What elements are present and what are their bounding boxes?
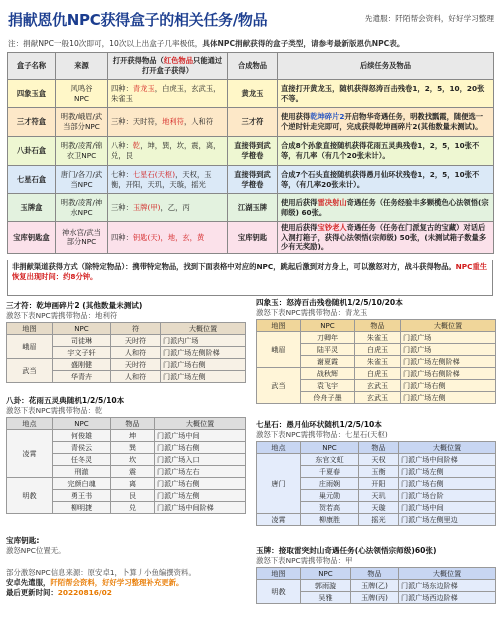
table-cell: 门派广场中间阶梯	[155, 502, 246, 514]
table-cell: 门派内广场	[161, 335, 246, 347]
box-source: 神水宫/武当部分NPC	[56, 222, 108, 254]
table-cell: 天权	[359, 454, 399, 466]
section-title: 三才符：乾坤画碎片2 (其他数量未测试)	[6, 301, 143, 310]
table-cell: 贺若高	[301, 502, 359, 514]
table-cell: 门派广场左右	[155, 466, 246, 478]
box-name: 玉牌盒	[8, 194, 56, 222]
box-table	[7, 52, 494, 254]
note-prefix: 注：捐献NPC一般10次即可，10次以上出盒子几率极低，	[8, 39, 203, 48]
box-name: 七星石盒	[8, 166, 56, 194]
section-sub: 激怒下表NPC需携带物品：甲	[256, 556, 353, 566]
table-cell: 天玑	[359, 490, 399, 502]
section-title: 玉牌：接取雷突封山奇遇任务(心法领悟宗师级)60张)	[256, 546, 437, 555]
table-footer-note	[7, 260, 493, 296]
text-span: 打开获得物品（	[112, 56, 164, 66]
box-synth: 直接得到武学橙卷	[228, 137, 278, 166]
box-source: 唐门/各刀/武当NPC	[56, 166, 108, 194]
col-header-follow: 后续任务及物品	[278, 53, 494, 80]
column-header: NPC	[301, 320, 355, 332]
box-items	[108, 80, 228, 108]
box-follow	[278, 194, 494, 222]
box-items	[108, 108, 228, 137]
text-span: 三种：	[111, 202, 133, 212]
box-items	[108, 194, 228, 222]
text-span: 阡陌帮会资料，好好学习整理补充更新。	[50, 577, 184, 587]
table-row	[8, 137, 494, 166]
text-span: 四种：	[111, 83, 133, 93]
table-cell: 玉牌(丙)	[351, 592, 399, 604]
table-cell: 门派广场西边阶梯	[399, 592, 496, 604]
table-cell: 完颜白魂	[53, 478, 111, 490]
table-cell: 门派广场中间	[399, 502, 496, 514]
table-cell: 门派广场	[401, 332, 496, 344]
section-sub: 激怒下表NPC需携带物品：青龙玉	[256, 308, 368, 318]
box-synth: 江湖玉牌	[228, 194, 278, 222]
table-row	[7, 418, 246, 430]
header	[0, 0, 500, 40]
column-header: 符	[111, 323, 161, 335]
table-row	[257, 580, 496, 592]
table-cell: 艮	[111, 490, 155, 502]
text-span: 使用后获得	[281, 223, 318, 232]
table-row	[7, 478, 246, 490]
table-cell: 明教	[257, 580, 301, 604]
section-key	[6, 536, 246, 556]
text-span: 七星石(天枢)	[132, 169, 176, 179]
table-cell: 门派广场右侧	[155, 478, 246, 490]
text-span: 玉牌(甲)	[132, 202, 161, 212]
text-span: 开启物华奇遇任务，明教找瓢霞，随便选一个逆时针走完即可，完成获得乾坤画碎片2(其他数量未测试)。	[281, 112, 484, 131]
column-header: 地点	[7, 418, 53, 430]
page-title: 捐献恩仇NPC获得盒子的相关任务/物品	[8, 11, 268, 29]
table-cell: 盛刚健	[53, 359, 111, 371]
column-header: NPC	[53, 418, 111, 430]
table-cell: 门派广场右侧	[399, 478, 496, 490]
box-follow: 合成8个孙象直接随机获得花雨五灵典残卷1，2，5，10张不等，有几率（有几个20张未计）。	[278, 137, 494, 166]
table-cell: 坤	[111, 430, 155, 442]
box-items	[108, 222, 228, 254]
box-source: 风鸣谷 NPC	[56, 80, 108, 108]
text-span: 乾	[132, 141, 141, 151]
column-header: 物品	[111, 418, 155, 430]
column-header: 地图	[257, 320, 301, 332]
table-cell: 巽	[111, 442, 155, 454]
table-cell: 刀卿年	[301, 332, 355, 344]
text-span: 最后更新时间：	[6, 587, 58, 597]
text-span: 四种：	[111, 232, 133, 242]
table-cell: 玉牌(乙)	[351, 580, 399, 592]
table-cell: 柳康胜	[301, 514, 359, 526]
text-span: 八种：	[111, 141, 133, 151]
table-cell: 刑澈	[53, 466, 111, 478]
table-cell: 白虎玉	[355, 344, 401, 356]
box-source: 明教/峨眉/武当部分NPC	[56, 108, 108, 137]
credit-line2	[6, 578, 246, 588]
table-cell: 吴雅	[301, 592, 351, 604]
table-cell: 朱雀玉	[355, 332, 401, 344]
column-header: 大概位置	[399, 568, 496, 580]
table-cell: 门派广场右侧阶梯	[401, 368, 496, 380]
table-row	[8, 108, 494, 137]
section-title: 四象玉：怒涛百击残卷随机1/2/5/10/20本	[256, 298, 403, 307]
section-title: 宝库钥匙:	[6, 536, 40, 545]
box-name: 八卦石盒	[8, 137, 56, 166]
table-cell: 青侯云	[53, 442, 111, 454]
table-row	[257, 454, 496, 466]
table-row	[7, 335, 246, 347]
column-header: 大概位置	[161, 323, 246, 335]
credit-line3	[6, 588, 246, 598]
box-synth: 直接得到武学橙卷	[228, 166, 278, 194]
table-cell: 白虎玉	[355, 368, 401, 380]
table-row	[7, 359, 246, 371]
qixing-table	[256, 441, 496, 526]
table-cell: 门派广场台阶	[399, 490, 496, 502]
text-span: 乾坤碎片2	[310, 112, 345, 122]
column-header: 大概位置	[155, 418, 246, 430]
box-source: 明教/凌霄/神水NPC	[56, 194, 108, 222]
note-bold: 具体NPC捐献获得的盒子类型，请参考最新版恩仇NPC表。	[202, 39, 405, 48]
section-sancai	[6, 301, 246, 383]
table-row	[8, 166, 494, 194]
section-title: 八卦：花雨五灵典随机1/2/5/10本	[6, 396, 125, 405]
text-span: ，天权，玉衡，开阳，天玑，天璇，摇光	[111, 169, 212, 189]
table-cell: 唐门	[257, 454, 301, 514]
text-span: ，乙，丙	[160, 202, 190, 212]
text-span: 使用后获得	[281, 197, 318, 207]
table-cell: 门派广场左侧阶梯	[161, 347, 246, 359]
box-follow: 合成7个石头直接随机获得愚月仙环状残卷1，2，5，10张不等，（有几率20张未计）。	[278, 166, 494, 194]
text-span: ，坤，巽，坎，震，离，兑，艮	[111, 141, 221, 160]
sixiang-table	[256, 319, 496, 404]
column-header: NPC	[301, 568, 351, 580]
section-sub: 激怒下表NPC需携带物品：七星石(天枢)	[256, 430, 388, 440]
top-note	[8, 38, 404, 49]
section-credit	[6, 568, 246, 598]
box-follow	[278, 222, 494, 254]
table-cell: 门派广场左侧阶梯	[401, 356, 496, 368]
col-header-items	[108, 53, 228, 80]
text-span: NPC重生恢复出现时间：约8分钟。	[12, 262, 488, 282]
table-cell: 宇文子轩	[53, 347, 111, 359]
sancai-table	[6, 322, 246, 383]
column-header: 物品	[355, 320, 401, 332]
text-span: 20220816/02	[57, 587, 112, 597]
box-follow	[278, 108, 494, 137]
text-span: 七种：	[111, 169, 133, 179]
text-span: 三种：天时符，	[111, 117, 163, 127]
text-span: 非捐献渠道获得方式（除特定物品）：携带特定物品，找到下面表格中对应的NPC，跳起后激到对方身上，可以激怒对方，战斗获得物品。	[12, 262, 456, 271]
table-cell: 离	[111, 478, 155, 490]
text-span: 青龙玉	[132, 83, 155, 93]
table-cell: 门派广场左侧	[399, 466, 496, 478]
box-name: 三才符盒	[8, 108, 56, 137]
text-span: 红色物品	[163, 56, 194, 66]
table-cell: 人和符	[111, 371, 161, 383]
section-text: 激怒NPC位置无。	[6, 546, 66, 556]
table-cell: 明教	[7, 478, 53, 514]
table-row	[8, 194, 494, 222]
table-cell: 兑	[111, 502, 155, 514]
table-cell: 门派广场左侧	[155, 490, 246, 502]
table-cell: 伶舟子墨	[301, 392, 355, 404]
section-sub: 激怒下表NPC需携带物品：乾	[6, 406, 103, 416]
table-cell: 凌霄	[257, 514, 301, 526]
table-row	[257, 368, 496, 380]
credit-line1: 部分激怒NPC信息来源：原安卓1，卜算丿小鱼编撰资料。	[6, 568, 196, 577]
table-cell: 人和符	[111, 347, 161, 359]
table-cell: 坎	[111, 454, 155, 466]
table-cell: 天璇	[359, 502, 399, 514]
section-title: 七星石：愚月仙环状随机1/2/5/10本	[256, 420, 382, 429]
text-span: 奇遇任务（任务经验丰多颗榄色心法领悟(宗师级) 60张。	[281, 197, 489, 217]
text-span: ，白虎玉，玄武玉，朱雀玉	[111, 83, 221, 103]
table-cell: 柳明捷	[53, 502, 111, 514]
text-span: 宝钞老人	[317, 223, 347, 232]
table-cell: 玄武玉	[355, 380, 401, 392]
column-header: 物品	[359, 442, 399, 454]
table-cell: 门派广场右侧	[161, 359, 246, 371]
table-cell: 千夏春	[301, 466, 359, 478]
table-cell: 门派广场左侧	[161, 371, 246, 383]
table-cell: 玄武玉	[355, 392, 401, 404]
section-sub: 激怒下表NPC需携带物品：地利符	[6, 311, 118, 321]
text-span: 使用获得	[281, 112, 311, 122]
table-cell: 武当	[7, 359, 53, 383]
table-row	[7, 430, 246, 442]
author-credit: 先遣服：阡陌帮会资料，好好学习整理	[364, 14, 494, 23]
column-header: NPC	[53, 323, 111, 335]
table-cell: 门派广场右侧	[155, 442, 246, 454]
table-cell: 玉衡	[359, 466, 399, 478]
table-cell: 庄雨娴	[301, 478, 359, 490]
table-cell: 峨眉	[257, 332, 301, 368]
table-cell: 摇光	[359, 514, 399, 526]
table-cell: 门派广场入口	[155, 454, 246, 466]
column-header: 大概位置	[399, 442, 496, 454]
col-header-synth: 合成物品	[228, 53, 278, 80]
table-cell: 天时符	[111, 359, 161, 371]
column-header: 地图	[7, 323, 53, 335]
table-cell: 武当	[257, 368, 301, 404]
section-sixiang	[256, 298, 496, 404]
section-bagua	[6, 396, 246, 514]
table-row	[7, 323, 246, 335]
table-cell: 陆平灵	[301, 344, 355, 356]
table-row	[8, 80, 494, 108]
table-cell: 任冬灵	[53, 454, 111, 466]
text-span: 奇遇任务（任务在门派复古的宝藏）对话后入洞打箱子，获得心法领悟(宗师级) 50张，(未测试箱子数量多少有无奖励)。	[281, 223, 487, 252]
table-cell: 门派广场右侧	[401, 380, 496, 392]
table-cell: 勇王书	[53, 490, 111, 502]
table-header-row	[8, 53, 494, 80]
text-span: 雷决射山	[317, 197, 347, 207]
col-header-source: 来源	[56, 53, 108, 80]
table-cell: 门派广场中间	[155, 430, 246, 442]
text-span: 地利符	[162, 117, 184, 127]
box-items	[108, 137, 228, 166]
section-qixing	[256, 420, 496, 526]
table-cell: 朱雀玉	[355, 356, 401, 368]
text-span: 钥匙(天)，地，玄，黄	[132, 232, 205, 242]
table-row	[257, 320, 496, 332]
box-follow: 直接打开黄龙玉，随机获得怒涛百击残卷1，2，5，10，20张不等。	[278, 80, 494, 108]
table-cell: 门派广场	[401, 344, 496, 356]
table-cell: 凌霄	[7, 430, 53, 478]
column-header: 物品	[351, 568, 399, 580]
table-cell: 谢夏霞	[301, 356, 355, 368]
yupai-table	[256, 567, 496, 604]
table-cell: 峨眉	[7, 335, 53, 359]
column-header: 大概位置	[401, 320, 496, 332]
box-synth: 黄龙玉	[228, 80, 278, 108]
table-row	[8, 222, 494, 254]
text-span: ，人和符	[183, 117, 214, 127]
table-cell: 震	[111, 466, 155, 478]
column-header: 地点	[257, 442, 301, 454]
text-span: 只能通过打开盒子获得）	[141, 56, 223, 75]
table-cell: 司徒琳	[53, 335, 111, 347]
box-name: 宝库钥匙盒	[8, 222, 56, 254]
box-items	[108, 166, 228, 194]
table-cell: 袁飞宇	[301, 380, 355, 392]
table-cell: 开阳	[359, 478, 399, 490]
text-span: 安卓先遣服，	[6, 577, 51, 587]
table-cell: 门派广场中间阶梯	[399, 454, 496, 466]
col-header-box: 盒子名称	[8, 53, 56, 80]
table-cell: 门派广场东边阶梯	[399, 580, 496, 592]
table-cell: 门派广场左侧里边	[399, 514, 496, 526]
box-name: 四象玉盒	[8, 80, 56, 108]
bagua-table	[6, 417, 246, 514]
table-cell: 巢元勋	[301, 490, 359, 502]
table-cell: 东官文虹	[301, 454, 359, 466]
column-header: NPC	[301, 442, 359, 454]
table-cell: 何俊雄	[53, 430, 111, 442]
column-header: 地图	[257, 568, 301, 580]
table-row	[257, 332, 496, 344]
table-row	[257, 514, 496, 526]
table-cell: 门派广场左侧	[401, 392, 496, 404]
box-synth: 三才符	[228, 108, 278, 137]
box-synth: 宝库钥匙	[228, 222, 278, 254]
section-yupai	[256, 546, 496, 604]
table-cell: 天时符	[111, 335, 161, 347]
table-cell: 郭雨漩	[301, 580, 351, 592]
table-cell: 战秋辉	[301, 368, 355, 380]
table-row	[257, 442, 496, 454]
table-cell: 华青卉	[53, 371, 111, 383]
box-source: 明教/凌霄/锦衣卫NPC	[56, 137, 108, 166]
table-row	[257, 568, 496, 580]
